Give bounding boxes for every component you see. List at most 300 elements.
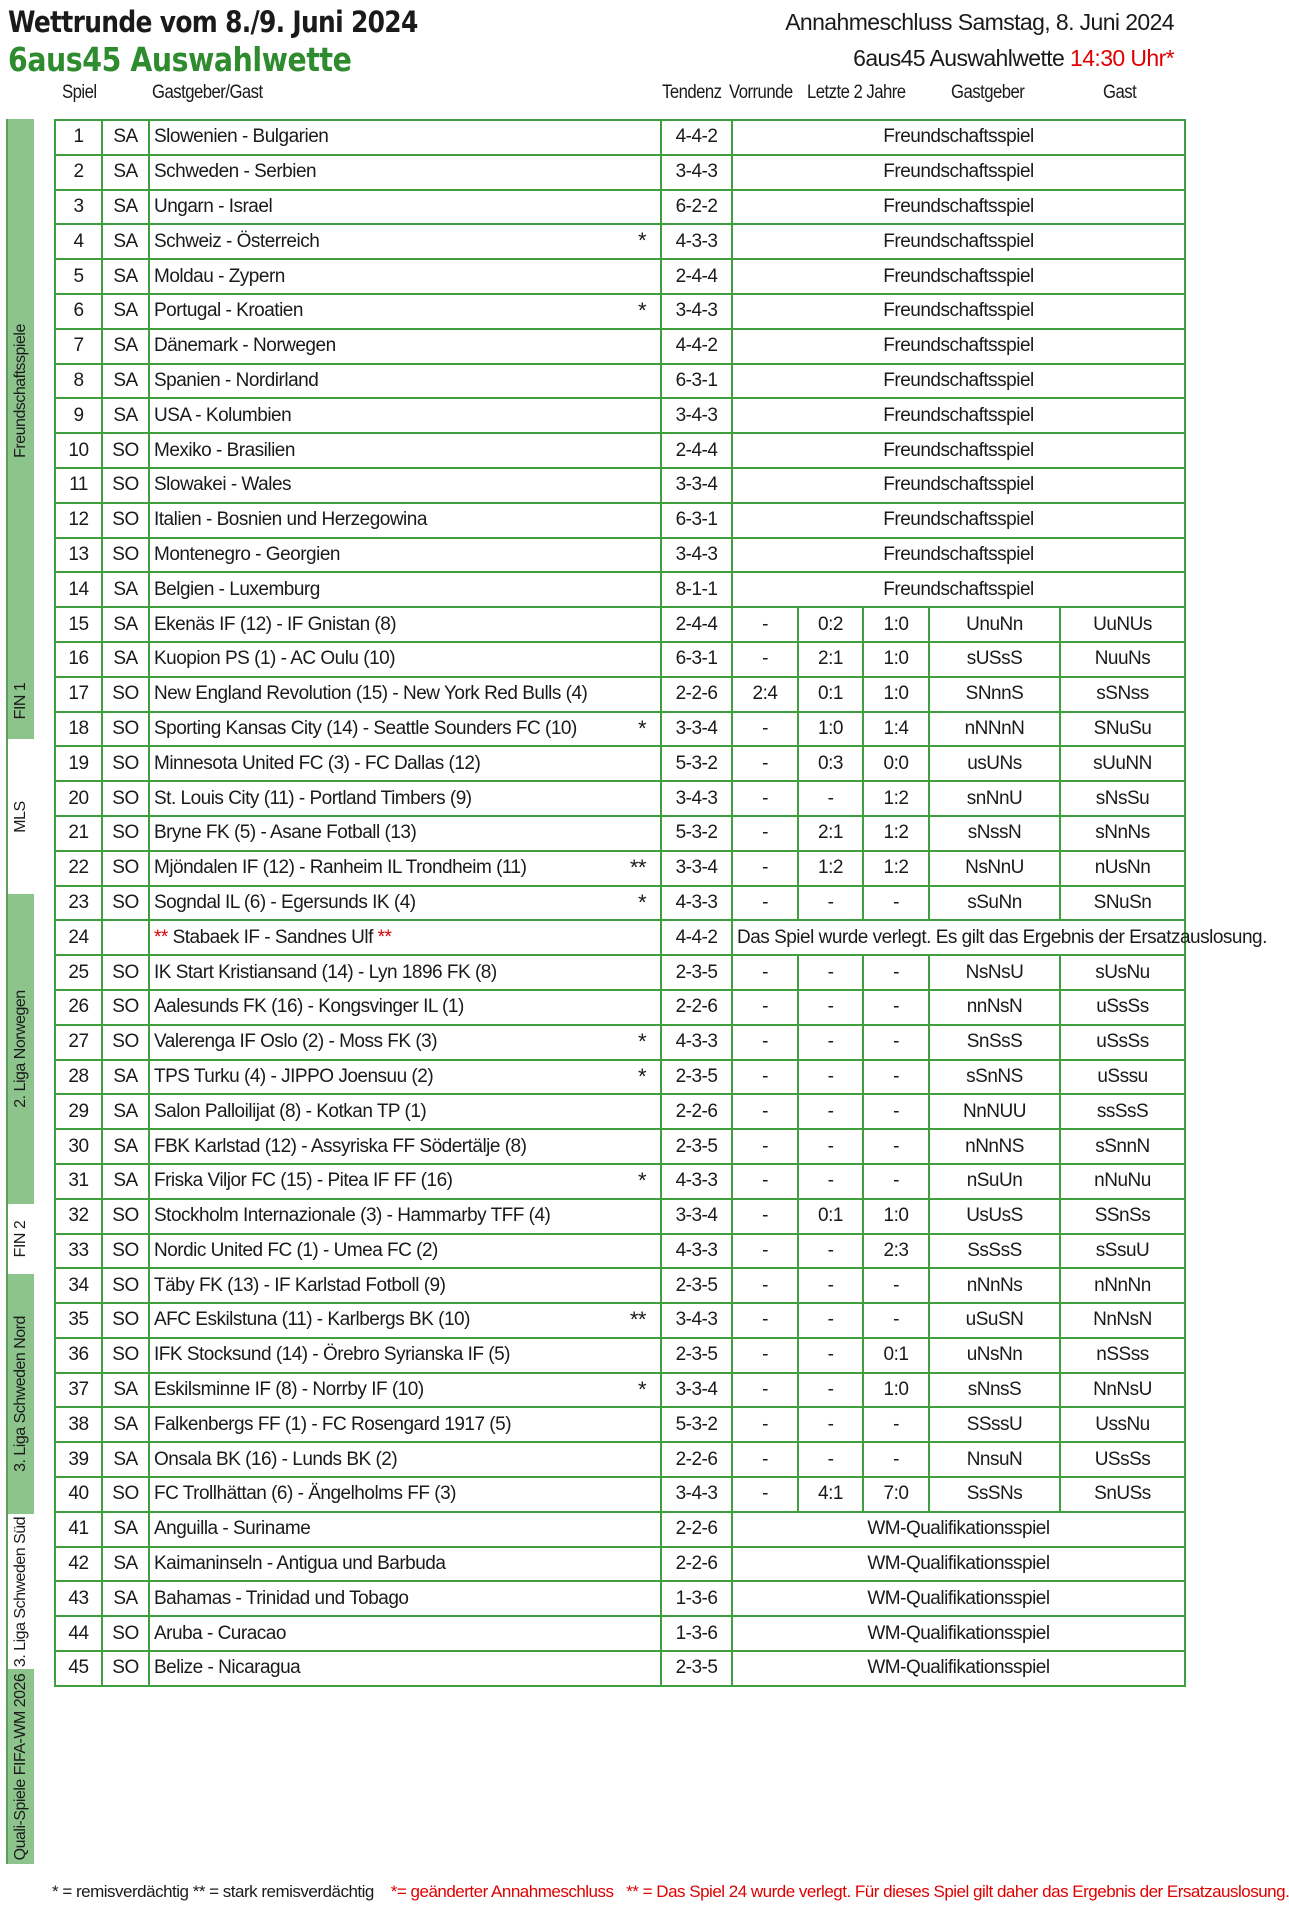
match-name: Slowakei - Wales <box>154 474 292 496</box>
row-gastgeber-form: sSuNn <box>929 886 1060 921</box>
row-letzte-1: 1:0 <box>798 712 863 747</box>
row-note: WM-Qualifikationsspiel <box>732 1581 1185 1616</box>
row-note: WM-Qualifikationsspiel <box>732 1651 1185 1686</box>
row-match <box>149 572 661 607</box>
row-gast-form: SNuSn <box>1060 886 1185 921</box>
legend: * = remisverdächtig ** = stark remisverdächtig <box>52 1882 374 1901</box>
match-name: Bryne FK (5) - Asane Fotball (13) <box>154 822 417 844</box>
row-number: 12 <box>55 503 102 538</box>
row-match <box>149 1616 661 1651</box>
row-tendenz: 2-2-6 <box>661 1512 732 1547</box>
row-gast-form: sUsNu <box>1060 955 1185 990</box>
group-quali-wm: Quali-Spiele FIFA-WM 2026 <box>6 1669 34 1864</box>
row-note: Freundschaftsspiel <box>732 398 1185 433</box>
match-name: Täby FK (13) - IF Karlstad Fotboll (9) <box>154 1274 446 1296</box>
row-day: SO <box>102 816 149 851</box>
row-number: 11 <box>55 468 102 503</box>
row-letzte-1: - <box>798 1129 863 1164</box>
footnote-game24: ** = Das Spiel 24 wurde verlegt. Für dieses Spiel gilt daher das Ergebnis der Ersatzauslosung. <box>626 1882 1289 1901</box>
row-gastgeber-form: sNnsS <box>929 1373 1060 1408</box>
row-tendenz: 2-3-5 <box>661 1129 732 1164</box>
match-name: Aruba - Curacao <box>154 1622 286 1644</box>
match-name: Aalesunds FK (16) - Kongsvinger IL (1) <box>154 996 464 1018</box>
table-row <box>55 398 1185 433</box>
deadline-line2 <box>785 40 1174 76</box>
remis-star: * <box>637 297 646 323</box>
table-row <box>55 155 1185 190</box>
row-tendenz: 2-2-6 <box>661 1094 732 1129</box>
table-row <box>55 1442 1185 1477</box>
row-day: SA <box>102 259 149 294</box>
row-letzte-2: 1:2 <box>863 851 929 886</box>
match-name: Onsala BK (16) - Lunds BK (2) <box>154 1448 398 1470</box>
row-tendenz: 4-3-3 <box>661 886 732 921</box>
row-gast-form: sNnNs <box>1060 816 1185 851</box>
row-letzte-1: - <box>798 1025 863 1060</box>
row-note: Das Spiel wurde verlegt. Es gilt das Ergebnis der Ersatzauslosung. <box>732 920 1185 955</box>
row-tendenz: 2-2-6 <box>661 1442 732 1477</box>
match-name: Valerenga IF Oslo (2) - Moss FK (3) <box>154 1031 438 1053</box>
row-tendenz: 3-3-4 <box>661 1373 732 1408</box>
row-vorrunde: - <box>732 1373 798 1408</box>
row-tendenz: 6-3-1 <box>661 642 732 677</box>
row-day: SO <box>102 1234 149 1269</box>
row-gastgeber-form: nNnNs <box>929 1268 1060 1303</box>
row-tendenz: 1-3-6 <box>661 1581 732 1616</box>
row-note: Freundschaftsspiel <box>732 120 1185 155</box>
row-match <box>149 1025 661 1060</box>
row-gast-form: nSSss <box>1060 1338 1185 1373</box>
row-gast-form: sSnnN <box>1060 1129 1185 1164</box>
row-gastgeber-form: sSnNS <box>929 1060 1060 1095</box>
row-day: SO <box>102 1268 149 1303</box>
row-gastgeber-form: nSuUn <box>929 1164 1060 1199</box>
row-letzte-2: 0:0 <box>863 746 929 781</box>
row-number: 7 <box>55 329 102 364</box>
row-gast-form: uSsSs <box>1060 990 1185 1025</box>
row-letzte-1: 0:1 <box>798 677 863 712</box>
row-number: 28 <box>55 1060 102 1095</box>
match-name: Schweiz - Österreich <box>154 230 320 252</box>
row-vorrunde: - <box>732 1303 798 1338</box>
row-letzte-2: - <box>863 1025 929 1060</box>
match-name: Belize - Nicaragua <box>154 1657 301 1679</box>
group-fin1: FIN 1 <box>6 663 34 739</box>
row-gastgeber-form: NnNUU <box>929 1094 1060 1129</box>
row-day: SA <box>102 1060 149 1095</box>
row-letzte-1: - <box>798 1303 863 1338</box>
row-day: SA <box>102 1407 149 1442</box>
row-tendenz: 3-3-4 <box>661 712 732 747</box>
row-match <box>149 294 661 329</box>
row-gastgeber-form: nnNsN <box>929 990 1060 1025</box>
row-note: Freundschaftsspiel <box>732 468 1185 503</box>
row-match <box>149 990 661 1025</box>
row-gast-form: SNuSu <box>1060 712 1185 747</box>
table-row <box>55 329 1185 364</box>
row-letzte-2: - <box>863 1303 929 1338</box>
row-gast-form: nNuNu <box>1060 1164 1185 1199</box>
row-number: 42 <box>55 1547 102 1582</box>
table-row <box>55 1616 1185 1651</box>
table-row <box>55 259 1185 294</box>
col-gastgeber: Gastgeber <box>951 82 1025 103</box>
col-match: Gastgeber/Gast <box>152 82 263 103</box>
red-marker: ** <box>377 926 392 948</box>
row-match <box>149 224 661 259</box>
row-gast-form: nUsNn <box>1060 851 1185 886</box>
row-gast-form: NnNsN <box>1060 1303 1185 1338</box>
row-number: 34 <box>55 1268 102 1303</box>
table-row <box>55 990 1185 1025</box>
row-number: 31 <box>55 1164 102 1199</box>
match-name: Stabaek IF - Sandnes Ulf <box>172 926 373 948</box>
row-tendenz: 2-4-4 <box>661 259 732 294</box>
row-match <box>149 329 661 364</box>
table-row <box>55 955 1185 990</box>
row-number: 40 <box>55 1477 102 1512</box>
col-gast: Gast <box>1103 82 1137 103</box>
row-match <box>149 746 661 781</box>
match-name: Salon Palloilijat (8) - Kotkan TP (1) <box>154 1100 427 1122</box>
deadline-text: Annahmeschluss Samstag, 8. Juni 2024 <box>785 9 1174 35</box>
table-row <box>55 1547 1185 1582</box>
table-row <box>55 224 1185 259</box>
row-gastgeber-form: uSuSN <box>929 1303 1060 1338</box>
row-match <box>149 781 661 816</box>
row-tendenz: 4-4-2 <box>661 920 732 955</box>
row-day: SA <box>102 1164 149 1199</box>
row-note: Freundschaftsspiel <box>732 329 1185 364</box>
row-match <box>149 1477 661 1512</box>
row-vorrunde: - <box>732 955 798 990</box>
row-vorrunde: - <box>732 816 798 851</box>
match-name: AFC Eskilstuna (11) - Karlbergs BK (10) <box>154 1309 470 1331</box>
table-row <box>55 294 1185 329</box>
row-letzte-2: - <box>863 1060 929 1095</box>
row-number: 36 <box>55 1338 102 1373</box>
row-letzte-1: - <box>798 781 863 816</box>
row-day: SO <box>102 712 149 747</box>
table-row <box>55 677 1185 712</box>
row-letzte-1: - <box>798 886 863 921</box>
row-day: SA <box>102 572 149 607</box>
row-match <box>149 120 661 155</box>
row-tendenz: 2-3-5 <box>661 1268 732 1303</box>
row-gastgeber-form: sNssN <box>929 816 1060 851</box>
table-row <box>55 120 1185 155</box>
remis-star: * <box>637 1063 646 1089</box>
row-match <box>149 1547 661 1582</box>
row-note: Freundschaftsspiel <box>732 503 1185 538</box>
table-row <box>55 1164 1185 1199</box>
row-tendenz: 2-3-5 <box>661 955 732 990</box>
row-vorrunde: 2:4 <box>732 677 798 712</box>
row-day: SA <box>102 1512 149 1547</box>
row-number: 8 <box>55 364 102 399</box>
row-letzte-1: 0:3 <box>798 746 863 781</box>
row-letzte-2: - <box>863 990 929 1025</box>
row-number: 35 <box>55 1303 102 1338</box>
row-gast-form: NuuNs <box>1060 642 1185 677</box>
row-vorrunde: - <box>732 886 798 921</box>
row-letzte-2: 7:0 <box>863 1477 929 1512</box>
row-day: SA <box>102 1129 149 1164</box>
match-name: Montenegro - Georgien <box>154 543 340 565</box>
row-gastgeber-form: nNNnN <box>929 712 1060 747</box>
match-name: Schweden - Serbien <box>154 161 317 183</box>
row-vorrunde: - <box>732 1025 798 1060</box>
col-spiel: Spiel <box>62 82 97 103</box>
table-row <box>55 1477 1185 1512</box>
row-day: SO <box>102 781 149 816</box>
row-day: SO <box>102 990 149 1025</box>
remis-star: * <box>637 228 646 254</box>
row-vorrunde: - <box>732 642 798 677</box>
row-letzte-2: - <box>863 1268 929 1303</box>
row-match <box>149 851 661 886</box>
table-row <box>55 1094 1185 1129</box>
row-number: 2 <box>55 155 102 190</box>
row-letzte-2: 1:0 <box>863 607 929 642</box>
table-row <box>55 1407 1185 1442</box>
row-tendenz: 6-3-1 <box>661 503 732 538</box>
row-number: 37 <box>55 1373 102 1408</box>
row-tendenz: 8-1-1 <box>661 572 732 607</box>
match-name: Minnesota United FC (3) - FC Dallas (12) <box>154 752 481 774</box>
row-tendenz: 2-3-5 <box>661 1338 732 1373</box>
row-letzte-2: - <box>863 886 929 921</box>
row-letzte-2: 1:0 <box>863 1373 929 1408</box>
row-number: 15 <box>55 607 102 642</box>
row-day: SA <box>102 607 149 642</box>
row-gastgeber-form: SNnnS <box>929 677 1060 712</box>
row-letzte-2: 0:1 <box>863 1338 929 1373</box>
row-gast-form: sSsuU <box>1060 1234 1185 1269</box>
match-name: TPS Turku (4) - JIPPO Joensuu (2) <box>154 1065 434 1087</box>
group-schweden-nord: 3. Liga Schweden Nord <box>6 1274 34 1514</box>
row-match <box>149 190 661 225</box>
row-tendenz: 4-3-3 <box>661 1164 732 1199</box>
row-day: SO <box>102 746 149 781</box>
row-day: SA <box>102 1581 149 1616</box>
row-letzte-2: 1:0 <box>863 1199 929 1234</box>
match-name: Ungarn - Israel <box>154 195 273 217</box>
header-left <box>8 4 484 80</box>
row-note: Freundschaftsspiel <box>732 294 1185 329</box>
row-day: SA <box>102 398 149 433</box>
row-match <box>149 1199 661 1234</box>
row-letzte-2: - <box>863 955 929 990</box>
row-day: SO <box>102 1477 149 1512</box>
row-day: SA <box>102 294 149 329</box>
row-number: 45 <box>55 1651 102 1686</box>
row-match <box>149 1581 661 1616</box>
match-name: Kaimaninseln - Antigua und Barbuda <box>154 1553 446 1575</box>
table-row <box>55 1303 1185 1338</box>
row-letzte-1: - <box>798 1442 863 1477</box>
table-row <box>55 190 1185 225</box>
match-name: Slowenien - Bulgarien <box>154 126 329 148</box>
page-title: Wettrunde vom 8./9. Juni 2024 <box>8 5 418 39</box>
row-letzte-2: 1:2 <box>863 781 929 816</box>
table-row <box>55 1338 1185 1373</box>
table-row <box>55 781 1185 816</box>
row-gast-form: sNsSu <box>1060 781 1185 816</box>
row-match <box>149 1268 661 1303</box>
group-freundschaftsspiele: Freundschaftsspiele <box>6 119 34 663</box>
row-gast-form: ssSsS <box>1060 1094 1185 1129</box>
table-row <box>55 1373 1185 1408</box>
row-gastgeber-form: UsUsS <box>929 1199 1060 1234</box>
red-marker: ** <box>154 926 168 948</box>
row-tendenz: 4-4-2 <box>661 329 732 364</box>
row-number: 30 <box>55 1129 102 1164</box>
row-number: 33 <box>55 1234 102 1269</box>
row-tendenz: 5-3-2 <box>661 1407 732 1442</box>
row-note: WM-Qualifikationsspiel <box>732 1616 1185 1651</box>
row-note: Freundschaftsspiel <box>732 259 1185 294</box>
row-day: SA <box>102 1373 149 1408</box>
row-letzte-1: - <box>798 1373 863 1408</box>
row-gast-form: sUuNN <box>1060 746 1185 781</box>
remis-star: * <box>637 889 646 915</box>
row-vorrunde: - <box>732 990 798 1025</box>
footnote-deadline: *= geänderter Annahmeschluss <box>390 1882 614 1901</box>
row-match <box>149 155 661 190</box>
row-match <box>149 886 661 921</box>
row-match <box>149 1129 661 1164</box>
row-tendenz: 2-4-4 <box>661 433 732 468</box>
row-number: 38 <box>55 1407 102 1442</box>
row-number: 3 <box>55 190 102 225</box>
row-tendenz: 5-3-2 <box>661 816 732 851</box>
row-match <box>149 433 661 468</box>
table-row <box>55 1199 1185 1234</box>
row-gastgeber-form: UnuNn <box>929 607 1060 642</box>
match-name: IFK Stocksund (14) - Örebro Syrianska IF (5) <box>154 1344 511 1366</box>
remis-star: * <box>637 715 646 741</box>
match-name: Belgien - Luxemburg <box>154 578 320 600</box>
row-day: SO <box>102 1651 149 1686</box>
table-row <box>55 572 1185 607</box>
row-day: SA <box>102 155 149 190</box>
footer <box>52 1882 1289 1902</box>
row-letzte-2: 2:3 <box>863 1234 929 1269</box>
row-vorrunde: - <box>732 746 798 781</box>
row-day: SA <box>102 642 149 677</box>
row-note: Freundschaftsspiel <box>732 433 1185 468</box>
match-name: Eskilsminne IF (8) - Norrby IF (10) <box>154 1379 424 1401</box>
row-vorrunde: - <box>732 1094 798 1129</box>
row-letzte-1: 1:2 <box>798 851 863 886</box>
row-note: WM-Qualifikationsspiel <box>732 1512 1185 1547</box>
row-gast-form: uSsSs <box>1060 1025 1185 1060</box>
row-letzte-2: 1:0 <box>863 677 929 712</box>
row-day: SA <box>102 224 149 259</box>
row-match <box>149 468 661 503</box>
match-name: Portugal - Kroatien <box>154 300 303 322</box>
row-number: 26 <box>55 990 102 1025</box>
row-day: SO <box>102 503 149 538</box>
row-tendenz: 2-2-6 <box>661 1547 732 1582</box>
row-match <box>149 364 661 399</box>
row-letzte-2: 1:2 <box>863 816 929 851</box>
row-number: 9 <box>55 398 102 433</box>
match-name: FBK Karlstad (12) - Assyriska FF Södertälje (8) <box>154 1135 527 1157</box>
row-gastgeber-form: uNsNn <box>929 1338 1060 1373</box>
row-match <box>149 642 661 677</box>
table-row <box>55 607 1185 642</box>
table-row <box>55 746 1185 781</box>
row-number: 16 <box>55 642 102 677</box>
row-gast-form: UuNUs <box>1060 607 1185 642</box>
row-number: 6 <box>55 294 102 329</box>
row-gastgeber-form: SsSsS <box>929 1234 1060 1269</box>
match-name: Sporting Kansas City (14) - Seattle Sounders FC (10) <box>154 717 577 739</box>
row-note: Freundschaftsspiel <box>732 364 1185 399</box>
match-name: IK Start Kristiansand (14) - Lyn 1896 FK (8) <box>154 961 497 983</box>
row-number: 43 <box>55 1581 102 1616</box>
deadline2-time: 14:30 Uhr* <box>1070 45 1174 71</box>
row-day: SO <box>102 677 149 712</box>
group-schweden-sued: 3. Liga Schweden Süd <box>6 1514 34 1669</box>
row-vorrunde: - <box>732 1338 798 1373</box>
row-letzte-1: - <box>798 1060 863 1095</box>
match-name: Stockholm Internazionale (3) - Hammarby TFF (4) <box>154 1205 551 1227</box>
row-vorrunde: - <box>732 1199 798 1234</box>
row-match <box>149 259 661 294</box>
row-match <box>149 712 661 747</box>
row-number: 29 <box>55 1094 102 1129</box>
row-number: 1 <box>55 120 102 155</box>
row-day: SO <box>102 1303 149 1338</box>
row-note: Freundschaftsspiel <box>732 155 1185 190</box>
row-gast-form: sSNss <box>1060 677 1185 712</box>
row-letzte-1: - <box>798 955 863 990</box>
row-tendenz: 4-4-2 <box>661 120 732 155</box>
row-tendenz: 3-4-3 <box>661 398 732 433</box>
row-day: SO <box>102 1199 149 1234</box>
row-gast-form: SSnSs <box>1060 1199 1185 1234</box>
remis-star: ** <box>629 1307 646 1333</box>
table-row <box>55 816 1185 851</box>
row-number: 27 <box>55 1025 102 1060</box>
table-row <box>55 503 1185 538</box>
row-tendenz: 3-4-3 <box>661 294 732 329</box>
table-row <box>55 433 1185 468</box>
row-number: 39 <box>55 1442 102 1477</box>
row-letzte-2: 1:4 <box>863 712 929 747</box>
table-row <box>55 1025 1185 1060</box>
row-tendenz: 6-2-2 <box>661 190 732 225</box>
match-name: FC Trollhättan (6) - Ängelholms FF (3) <box>154 1483 456 1505</box>
row-match <box>149 816 661 851</box>
row-tendenz: 4-3-3 <box>661 1234 732 1269</box>
col-tendenz: Tendenz <box>662 82 722 103</box>
row-gastgeber-form: SnSsS <box>929 1025 1060 1060</box>
row-match <box>149 1407 661 1442</box>
row-tendenz: 3-3-4 <box>661 468 732 503</box>
row-tendenz: 4-3-3 <box>661 1025 732 1060</box>
row-day <box>102 920 149 955</box>
row-gastgeber-form: SsSNs <box>929 1477 1060 1512</box>
row-vorrunde: - <box>732 1407 798 1442</box>
row-day: SO <box>102 538 149 573</box>
row-day: SA <box>102 1547 149 1582</box>
row-gastgeber-form: NsNsU <box>929 955 1060 990</box>
row-letzte-1: - <box>798 1338 863 1373</box>
